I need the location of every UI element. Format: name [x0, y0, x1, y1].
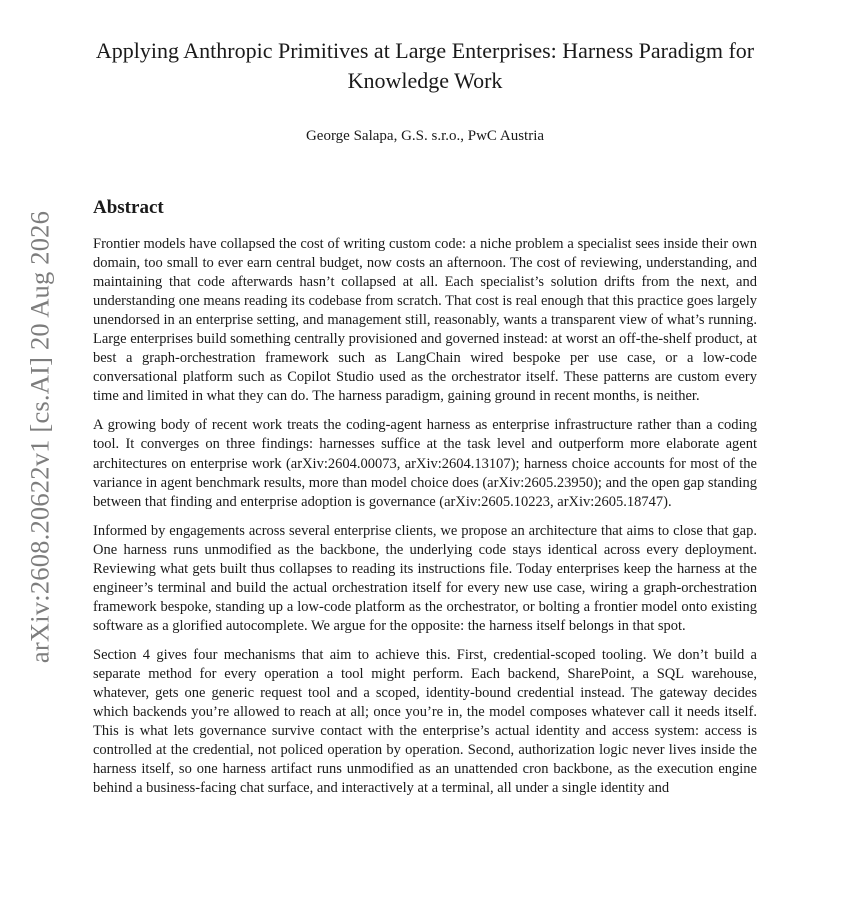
abstract-paragraph-1: Frontier models have collapsed the cost of writing custom code: a niche problem a specialist sees inside their own domain, too small to ever earn central budget, now costs an afternoon. The cost of reviewing, understanding, and maintaining that code afterwards hasn’t collapsed at all. Each specialist’s solution drifts from the next, and understanding one means reading its codebase from scratch. That cost is real enough that this practice goes largely unendorsed in an enterprise setting, and management still, reasonably, wants a transparent view of what’s running. Large enterprises build something centrally provisioned and governed instead: at worst an off-the-shelf product, at best a graph-orchestration framework such as LangChain wired bespoke per use case, or a low-code conversational platform such as Copilot Studio used as the orchestrator itself. These patterns are custom every time and limited in what they can do. The harness paradigm, gaining ground in recent months, is neither. — [93, 236, 757, 405]
paper-title: Applying Anthropic Primitives at Large Enterprises: Harness Paradigm for Knowledge Work — [95, 38, 755, 93]
abstract-paragraph-2: A growing body of recent work treats the coding-agent harness as enterprise infrastructure rather than a coding tool. It converges on three findings: harnesses suffice at the task level and outperform more elaborate agent architectures on enterprise work (arXiv:2604.00073, arXiv:2604.13107); harness choice accounts for most of the variance in agent benchmark results, more than model choice does (arXiv:2605.23950); and the open gap standing between that finding and enterprise adoption is governance (arXiv:2605.10223, arXiv:2605.18747). — [93, 417, 757, 510]
abstract-paragraph-4: Section 4 gives four mechanisms that aim to achieve this. First, credential-scoped tooling. We don’t build a separate method for every operation a tool might perform. Each backend, SharePoint, a SQL warehouse, whatever, gets one generic request tool and a scoped, identity-bound credential instead. The gateway decides which backends you’re allowed to reach at all; once you’re in, the model composes whatever call it needs itself. This is what lets governance survive contact with the enterprise’s actual identity and access system: access is controlled at the credential, not policed operation by operation. Second, authorization logic never lives inside the harness itself, so one harness artifact runs unmodified as an unattended cron backbone, as the execution engine behind a business-facing chat surface, and interactively at a terminal, all under a single identity and — [93, 646, 757, 797]
paper-authors: George Salapa, G.S. s.r.o., PwC Austria — [305, 128, 545, 144]
abstract-paragraph-3: Informed by engagements across several enterprise clients, we propose an architecture that aims to close that gap. One harness runs unmodified as the backbone, the underlying code stays identical across every deployment. Reviewing what gets built thus collapses to reading its instructions file. Today enterprises keep the harness at the engineer’s terminal and build the actual orchestration itself for every new use case, wiring a graph-orchestration framework bespoke, standing up a low-code platform as the orchestrator, or bolting a frontier model onto existing software as a glorified autocomplete. We argue for the opposite: the harness itself belongs in that spot. — [93, 522, 757, 634]
arxiv-side-stamp: arXiv:2608.20622v1 [cs.AI] 20 Aug 2026 — [24, 210, 55, 664]
abstract-body — [93, 235, 757, 808]
abstract-heading: Abstract — [93, 197, 164, 218]
